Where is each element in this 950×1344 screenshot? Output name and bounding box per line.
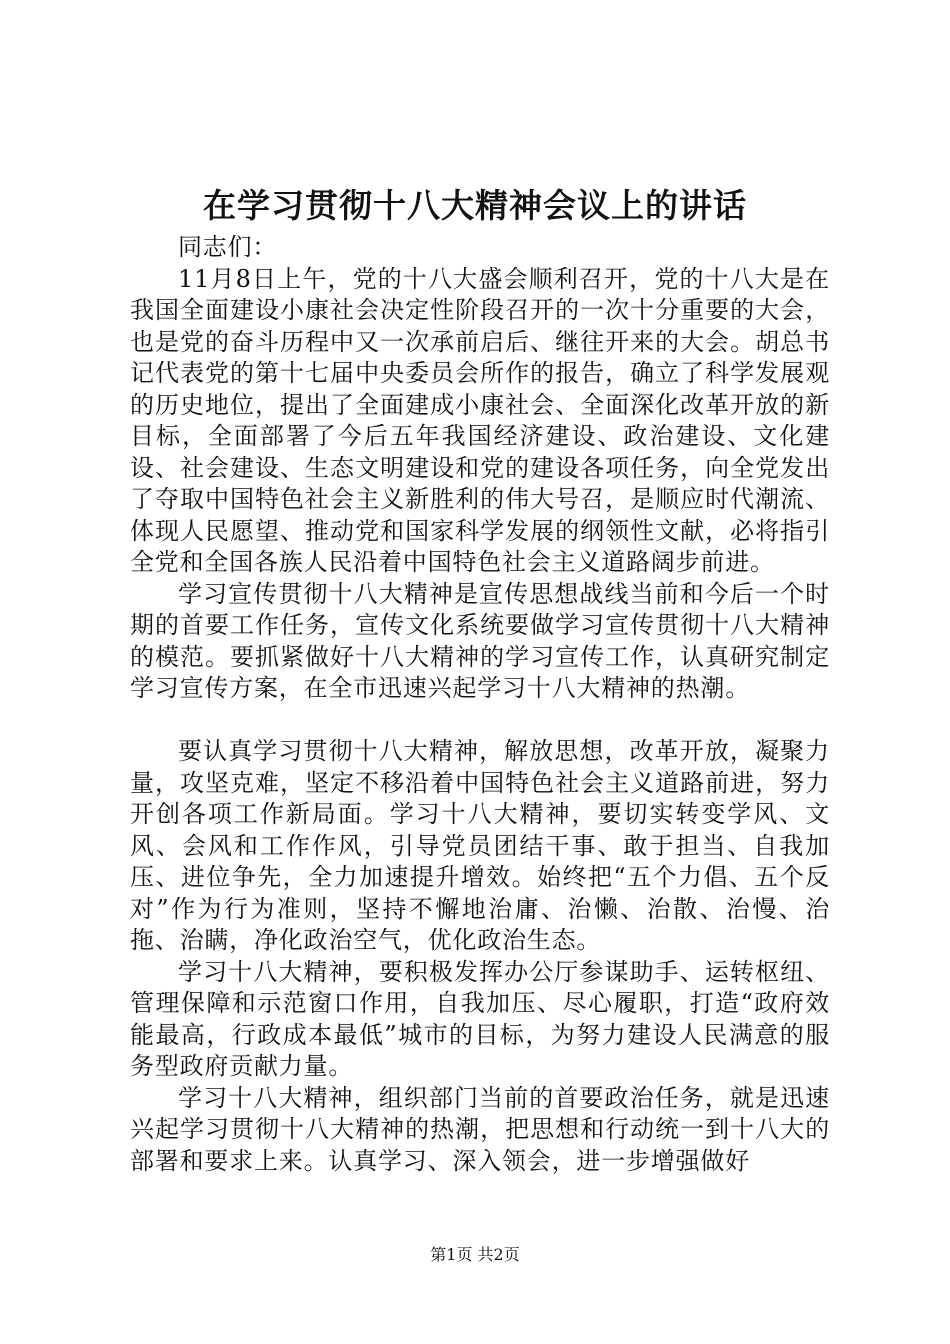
page-footer: 第1页 共2页 bbox=[430, 1245, 520, 1264]
paragraph-3: 要认真学习贯彻十八大精神，解放思想，改革开放，凝聚力量，攻坚克难，坚定不移沿着中国特色社会主义道路前进，努力开创各项工作新局面。学习十八大精神，要切实转变学风、文风、会风和工作作风，引导党员团结干事、敢于担当、自我加压、进位争先，全力加速提升增效。始终把“五个力倡、五个反对”作为行为准则，坚持不懈地治庸、治懒、治散、治慢、治拖、治瞒，净化政治空气，优化政治生态。 bbox=[130, 737, 830, 954]
paragraph-spacer bbox=[130, 705, 830, 737]
document-body bbox=[130, 232, 830, 1177]
document-title: 在学习贯彻十八大精神会议上的讲话 bbox=[203, 186, 747, 225]
paragraph-4: 学习十八大精神，要积极发挥办公厅参谋助手、运转枢纽、管理保障和示范窗口作用，自我加压、尽心履职，打造“政府效能最高，行政成本最低”城市的目标，为努力建设人民满意的服务型政府贡献力量。 bbox=[130, 957, 830, 1080]
paragraph-1: 11月8日上午，党的十八大盛会顺利召开，党的十八大是在我国全面建设小康社会决定性阶段召开的一次十分重要的大会，也是党的奋斗历程中又一次承前启后、继往开来的大会。胡总书记代表党的第十七届中央委员会所作的报告，确立了科学发展观的历史地位，提出了全面建成小康社会、全面深化改革开放的新目标，全面部署了今后五年我国经济建设、政治建设、文化建设、社会建设、生态文明建设和党的建设各项任务，向全党发出了夺取中国特色社会主义新胜利的伟大号召，是顺应时代潮流、体现人民愿望、推动党和国家科学发展的纲领性文献，必将指引全党和全国各族人民沿着中国特色社会主义道路阔步前进。 bbox=[130, 264, 830, 576]
paragraph-5: 学习十八大精神，组织部门当前的首要政治任务，就是迅速兴起学习贯彻十八大精神的热潮，把思想和行动统一到十八大的部署和要求上来。认真学习、深入领会，进一步增强做好 bbox=[130, 1083, 830, 1175]
paragraph-2: 学习宣传贯彻十八大精神是宣传思想战线当前和今后一个时期的首要工作任务，宣传文化系统要做学习宣传贯彻十八大精神的模范。要抓紧做好十八大精神的学习宣传工作，认真研究制定学习宣传方案，在全市迅速兴起学习十八大精神的热潮。 bbox=[130, 579, 830, 702]
salutation: 同志们： bbox=[178, 233, 278, 261]
